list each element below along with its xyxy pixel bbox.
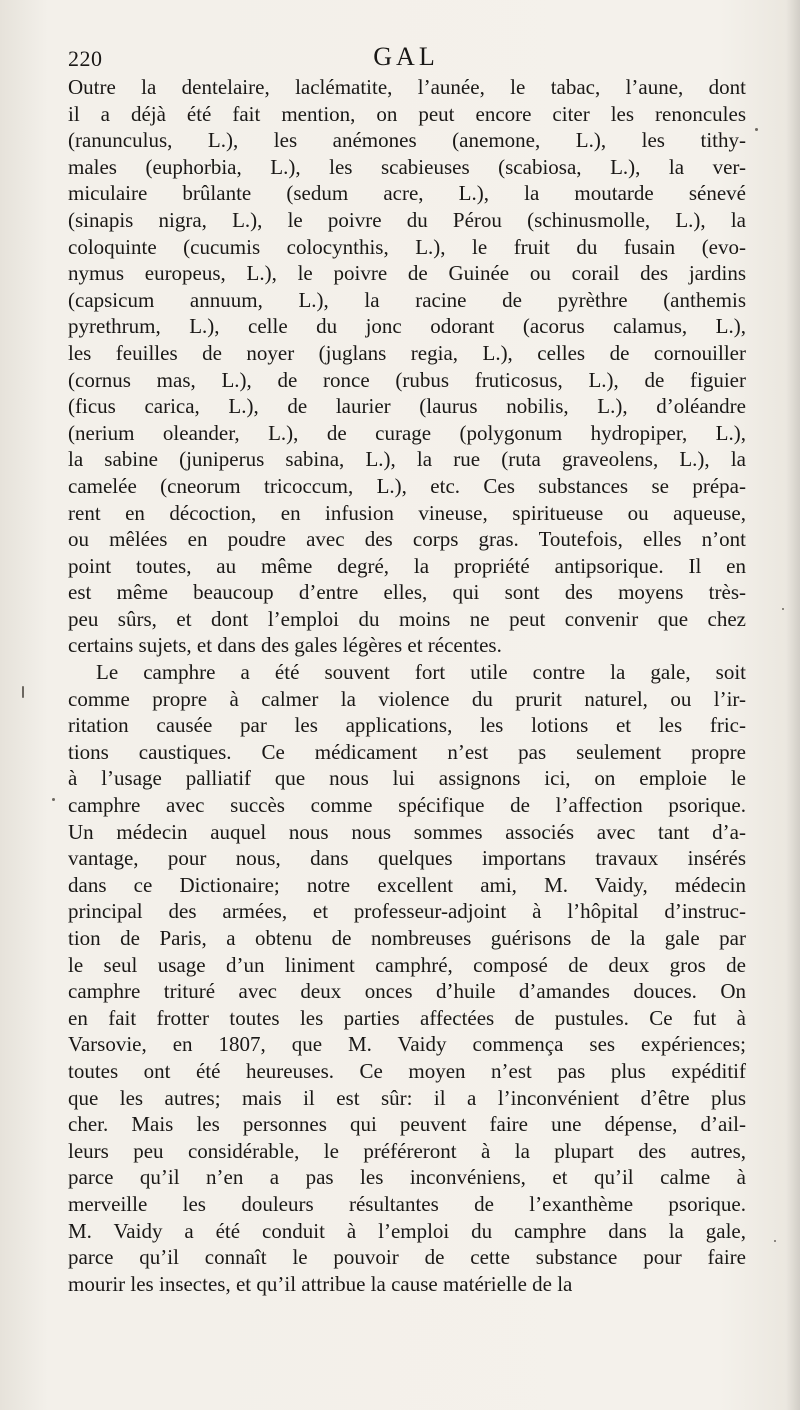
text-line: (ficus carica, L.), de laurier (laurus nobilis, L.), d’oléandre	[68, 394, 746, 419]
text-line: ou mêlées en poudre avec des corps gras. Toutefois, elles n’ont	[68, 527, 746, 552]
text-line: que les autres; mais il est sûr: il a l’inconvénient d’être plus	[68, 1085, 746, 1110]
text-line: tion de Paris, a obtenu de nombreuses guérisons de la gale par	[68, 926, 746, 950]
page-edge-shadow	[786, 0, 800, 1410]
text-line: Le camphre a été souvent fort utile contre la gale, soit	[96, 660, 746, 685]
text-line: mourir les insectes, et qu’il attribue la cause matérielle de la	[68, 1271, 573, 1296]
running-head	[68, 42, 744, 76]
text-line: (cornus mas, L.), de ronce (rubus fruticosus, L.), de figuier	[68, 367, 746, 392]
text-line: Outre la dentelaire, laclématite, l’aunée, le tabac, l’aune, dont	[68, 75, 746, 99]
paper-speck	[774, 1240, 776, 1242]
body-text	[68, 74, 746, 1297]
text-line: parce qu’il connaît le pouvoir de cette substance pour faire	[68, 1245, 746, 1270]
text-line: parce qu’il n’en a pas les inconvéniens, et qu’il calme à	[68, 1165, 746, 1190]
paper-speck	[22, 686, 24, 698]
text-line: certains sujets, et dans des gales légères et récentes.	[68, 633, 502, 658]
text-line: pyrethrum, L.), celle du jonc odorant (acorus calamus, L.),	[68, 314, 746, 339]
paragraph-2	[68, 659, 746, 1297]
text-line: (capsicum annuum, L.), la racine de pyrèthre (anthemis	[68, 287, 746, 312]
text-line: (ranunculus, L.), les anémones (anemone, L.), les tithy-	[68, 128, 746, 153]
text-line: ritation causée par les applications, les lotions et les fric-	[68, 713, 746, 738]
text-line: Un médecin auquel nous nous sommes associés avec tant d’a-	[68, 819, 746, 844]
text-line: leurs peu considérable, le préféreront à la plupart des autres,	[68, 1138, 746, 1163]
text-line: à l’usage palliatif que nous lui assignons ici, on emploie le	[68, 766, 746, 791]
text-line: il a déjà été fait mention, on peut encore citer les renoncules	[68, 101, 746, 126]
text-line: la sabine (juniperus sabina, L.), la rue (ruta graveolens, L.), la	[68, 447, 746, 472]
text-line: est même beaucoup d’entre elles, qui sont des moyens très-	[68, 580, 746, 605]
text-line: vantage, pour nous, dans quelques importans travaux insérés	[68, 846, 746, 871]
text-line: males (euphorbia, L.), les scabieuses (scabiosa, L.), la ver-	[68, 154, 746, 179]
text-line: camelée (cneorum tricoccum, L.), etc. Ces substances se prépa-	[68, 473, 746, 498]
text-line: (nerium oleander, L.), de curage (polygonum hydropiper, L.),	[68, 420, 746, 445]
text-line: Varsovie, en 1807, que M. Vaidy commença ses expériences;	[68, 1032, 746, 1057]
running-head-word: GAL	[373, 42, 439, 71]
text-line: les feuilles de noyer (juglans regia, L.), celles de cornouiller	[68, 340, 746, 365]
text-line: merveille les douleurs résultantes de l’exanthème psorique.	[68, 1191, 746, 1216]
text-line: M. Vaidy a été conduit à l’emploi du camphre dans la gale,	[68, 1218, 746, 1243]
text-line: miculaire brûlante (sedum acre, L.), la moutarde sénevé	[68, 181, 746, 206]
text-line: peu sûrs, et dont l’emploi du moins ne peut convenir que chez	[68, 606, 746, 631]
text-line: tions caustiques. Ce médicament n’est pas seulement propre	[68, 739, 746, 764]
text-line: cher. Mais les personnes qui peuvent faire une dépense, d’ail-	[68, 1112, 746, 1137]
text-line: comme propre à calmer la violence du prurit naturel, ou l’ir-	[68, 686, 746, 711]
text-line: camphre avec succès comme spécifique de l’affection psorique.	[68, 793, 746, 818]
paragraph-1	[68, 74, 746, 659]
text-line: coloquinte (cucumis colocynthis, L.), le fruit du fusain (evo-	[68, 234, 746, 259]
text-line: en fait frotter toutes les parties affectées de pustules. Ce fut à	[68, 1005, 746, 1030]
paper-speck	[52, 798, 55, 801]
text-line: toutes ont été heureuses. Ce moyen n’est pas plus expéditif	[68, 1058, 746, 1083]
text-line: le seul usage d’un liniment camphré, composé de deux gros de	[68, 952, 746, 977]
text-line: nymus europeus, L.), le poivre de Guinée ou corail des jardins	[68, 261, 746, 286]
page-number: 220	[68, 46, 103, 71]
text-line: point toutes, au même degré, la propriété antipsorique. Il en	[68, 553, 746, 578]
text-line: camphre trituré avec deux onces d’huile d’amandes douces. On	[68, 979, 746, 1004]
text-line: dans ce Dictionaire; notre excellent ami, M. Vaidy, médecin	[68, 872, 746, 897]
text-line: (sinapis nigra, L.), le poivre du Pérou (schinusmolle, L.), la	[68, 207, 746, 232]
text-line: rent en décoction, en infusion vineuse, spiritueuse ou aqueuse,	[68, 500, 746, 525]
paper-speck	[782, 608, 784, 610]
paper-speck	[755, 128, 758, 131]
text-line: principal des armées, et professeur-adjoint à l’hôpital d’instruc-	[68, 899, 746, 924]
